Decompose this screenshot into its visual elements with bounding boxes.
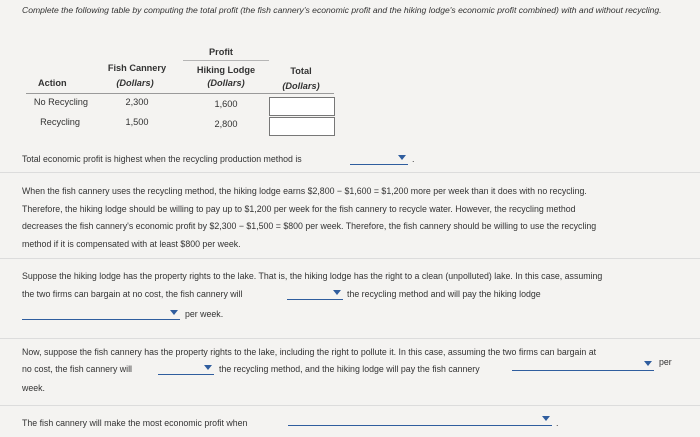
total-no-recycling-input[interactable] [269, 97, 335, 116]
explanation-line: When the fish cannery uses the recycling method, the hiking lodge earns $2,800 − $1,600 = $1,200 more per week than it does with no recycling. [22, 186, 587, 196]
chevron-down-icon [644, 361, 652, 366]
row-fish-value: 2,300 [125, 97, 149, 107]
q3-amount-dropdown[interactable] [512, 358, 654, 371]
q3-line2a: no cost, the fish cannery will [22, 364, 133, 374]
instructions-text: Complete the following table by computing the total profit (the fish cannery's economic profit and the hiking lodge's economic profit combined) with and without recycling. [22, 5, 662, 15]
q1-dropdown[interactable] [350, 152, 408, 165]
q2-line2a: the two firms can bargain at no cost, the fish cannery will [22, 289, 243, 299]
col-fish-unit: (Dollars) [116, 78, 154, 88]
col-total-header: Total [290, 66, 312, 76]
row-hiking-value: 2,800 [214, 119, 238, 129]
row-action: Recycling [40, 117, 80, 127]
col-hiking-header: Hiking Lodge [196, 65, 256, 75]
q2-amount-dropdown[interactable] [22, 307, 180, 320]
q2-line3: per week. [185, 309, 224, 319]
row-action: No Recycling [33, 97, 88, 107]
col-total-unit: (Dollars) [282, 81, 320, 91]
q1-text: Total economic profit is highest when the recycling production method is [22, 154, 302, 164]
row-fish-value: 1,500 [125, 117, 149, 127]
chevron-down-icon [542, 416, 550, 421]
divider [0, 172, 700, 173]
chevron-down-icon [333, 290, 341, 295]
row-hiking-value: 1,600 [214, 99, 238, 109]
q3-line2b: the recycling method, and the hiking lodge will pay the fish cannery [219, 364, 480, 374]
divider [0, 405, 700, 406]
q4-end: . [556, 418, 559, 428]
col-action-header: Action [38, 78, 67, 88]
col-hiking-unit: (Dollars) [207, 78, 245, 88]
chevron-down-icon [398, 155, 406, 160]
chevron-down-icon [170, 310, 178, 315]
q3-line2c: per [659, 357, 672, 367]
col-fish-header: Fish Cannery [107, 63, 167, 73]
divider [0, 338, 700, 339]
divider [0, 258, 700, 259]
profit-header: Profit [209, 47, 233, 57]
q4-dropdown[interactable] [288, 413, 552, 426]
total-recycling-input[interactable] [269, 117, 335, 136]
explanation-line: decreases the fish cannery's economic profit by $2,300 − $1,500 = $800 per week. Therefore, the fish cannery should be willing to use the recycling [22, 221, 597, 231]
chevron-down-icon [204, 365, 212, 370]
q3-action-dropdown[interactable] [158, 362, 214, 375]
explanation-text [22, 183, 692, 253]
q2-line2b: the recycling method and will pay the hiking lodge [347, 289, 541, 299]
q1-end: . [412, 154, 415, 164]
q2-action-dropdown[interactable] [287, 287, 343, 300]
q4-text: The fish cannery will make the most economic profit when [22, 418, 248, 428]
explanation-line: Therefore, the hiking lodge should be willing to pay up to $1,200 per week for the fish cannery to recycle water. However, the recycling method [22, 203, 576, 214]
q3-line3: week. [22, 383, 45, 393]
explanation-line: method if it is compensated with at least $800 per week. [22, 238, 241, 249]
q2-line1: Suppose the hiking lodge has the property rights to the lake. That is, the hiking lodge has the right to a clean (unpolluted) lake. In this case, assuming [22, 271, 603, 281]
q3-line1: Now, suppose the fish cannery has the property rights to the lake, including the right to pollute it. In this case, assuming the two firms can bargain at [22, 347, 597, 357]
